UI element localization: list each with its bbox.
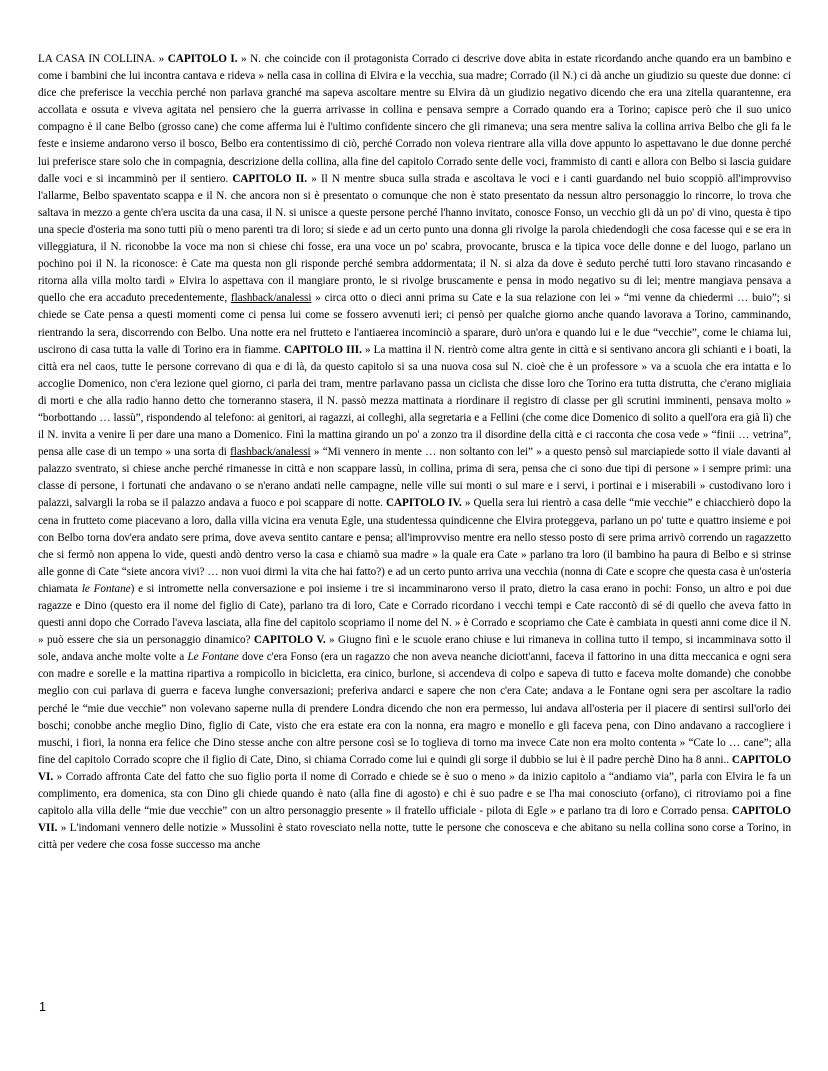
text-segment: » Giugno finì e le scuole erano chiuse e lui rimaneva in collina tutto il tempo, si incamminava sotto il sole, andava anche molte volte a — [38, 634, 791, 664]
chapter-heading: CAPITOLO V. — [253, 634, 326, 647]
chapter-heading: CAPITOLO IV. — [386, 497, 462, 510]
text-segment: le Fontane — [81, 582, 131, 595]
text-segment: flashback/analessi — [230, 292, 312, 305]
chapter-heading: CAPITOLO II. — [232, 172, 308, 185]
chapter-heading: CAPITOLO VII. — [38, 805, 791, 835]
text-segment: » N. che coincide con il protagonista Corrado ci descrive dove abita in estate ricordando anche quando era un bambino e come i bambini che lui incontra cantava e rideva » nella casa in collina di Elvira e la vecchia, sua madre; Corrado (il N.) ci dà anche un giudizio su queste due donne: ci dice che preferisce la vecchia perché non parlava granché ma sapeva ascoltare mentre su Elvira dà un giudizio negativo dicendo che era una zitella quarantenne, era accollata e ossuta e viveva agitata nel pensiero che la guerra arrivasse in collina e pensava sempre a Corrado quando era a Torino; capisce però che il suo unico compagno è il cane Belbo (grosso cane) che come afferma lui è l'ultimo confidente sincero che gli rimaneva; una sera mentre saliva la collina arriva Belbo che gli fa le feste e insieme andarono verso il bosco, Belbo era contentissimo di ciò, perché Corrado non voleva rientrare alla villa dove appunto lo aspettavano le due donne perché lui preferisce stare solo che in compagnia, descrizione della collina, alla fine del capitolo Corrado sente delle voci, frammisto di canti e allora con Belbo si lascia guidare dalle voci e si incamminò per il sentiero. — [38, 53, 791, 185]
page-number: 1 — [39, 1000, 46, 1014]
text-segment: » Corrado affronta Cate del fatto che suo figlio porta il nome di Corrado e chiede se è suo o meno » da inizio capitolo a “andiamo via”, parla con Elvira le fa un complimento, era domenica, sta con Dino gli chiede quando è nato (alla fine di agosto) e chi è suo padre e se l'ha mai conosciuto (orfano), ci ritroviamo poi a fine capitolo alla villa delle “mie due vecchie” con un altro personaggio presente » il fratello ufficiale - pilota di Egle » e parlano tra di loro e Corrado pensa. — [38, 770, 791, 818]
text-segment: LA CASA IN COLLINA. » — [38, 53, 168, 65]
text-segment: flashback/analessi — [230, 446, 311, 459]
chapter-heading: CAPITOLO I. — [167, 53, 238, 65]
chapter-heading: CAPITOLO VI. — [38, 753, 791, 783]
text-segment: Le Fontane — [187, 651, 239, 664]
text-segment: » Il N mentre sbuca sulla strada e ascoltava le voci e i canti guardando nel buio scoppiò all'improvviso l'allarme, Belbo spaventato scappa e il N. che ancora non si è presentato o comunque che non è stato presentato da nessun altro personaggio lo rincorre, lo trova che saltava in mezzo a gente ch'era uscita da una casa, il N. si unisce a queste persone perché l'hanno invitato, conosce Fonso, un vecchio gli dà un po' di vino, questa è tipo una specie d'osteria ma sono tutti più o meno parenti tra di loro; si siede e ad un certo punto una donna gli rivolge la parola chiedendogli che cosa facesse qui e se era in villeggiatura, il N. riconobbe la voce ma non si chiese chi fosse, era una voce un po' scabra, provocante, brusca e la tipica voce delle donne e del luogo, parlano un pochino poi il N. la riconosce: è Cate ma questa non gli risponde perché sembra addormentata; il N. si alza da dove è seduto perché tutti loro stavano rincasando e ritorna alla villa molto tardi » Elvira lo aspettava con il mangiare pronto, le si rivolge bruscamente e pensa in modo negativo su di lei; mentre mangiava pensava a quello che era accaduto precedentemente, — [38, 172, 791, 305]
text-segment: » Quella sera lui rientrò a casa delle “mie vecchie” e chiacchierò dopo la cena in frutteto come piacevano a loro, dalla villa vicina era venuta Egle, una studentessa quindicenne che Elvira proteggeva, parlano un po' tutte e quattro insieme e poi con Belbo torna dov'era andato sere prima, dove aveva sentito cantare e pensa; all'improvviso mentre era nello stesso posto di sere prima arrivò correndo un ragazzetto che si fermò non appena lo vide, questi andò dentro verso la casa e chiamò sua madre » la quale era Cate » parlano tra loro (il bambino ha paura di Belbo e si strinse alle gonne di Cate “siete ancora vivi? … non vuoi dirmi la vita che hai fatto?) e ad un certo punto arriva una vecchia (nonna di Cate e scopre che questa casa è un'osteria chiamata — [38, 497, 791, 595]
text-segment: » circa otto o dieci anni prima su Cate e la sua relazione con lei » “mi venne da chiedermi … buio”; si chiede se Cate pensa a questi momenti come ci pensa lui come se fossero avvenuti ieri; ci pensò per qualche giorno anche quando lavorava a Torino, camminando, rientrando la sera, discorrendo con Belbo. Una notte era nel frutteto e l'antiaerea incominciò a sparare, durò un'ora e quando lui e le due “vecchie”, come le chiama lui, uscirono di casa tutta la valle di Torino era in fiamme. — [38, 292, 792, 356]
chapter-heading: CAPITOLO III. — [283, 343, 362, 356]
document-body — [38, 51, 791, 854]
text-segment: » “Mi vennero in mente … non soltanto con lei” » a questo pensò sul marciapiede sotto il viale davanti al palazzo sventrato, si chiese anche perché rimanesse in città e non scappare lassù, in collina, prima di sera, pensa che ci sono due tipi di persone » i sempre primi: una classe di persone, i fortunati che andavano o se n'erano andati nelle campagne, nelle ville sui monti o sul mare e i servi, i portinai e i miserabili » custodivano loro i palazzi, salvargli la roba se il palazzo andava a fuoco e poi scappare di notte. — [38, 446, 791, 510]
text-segment: dove c'era Fonso (era un ragazzo che non aveva neanche diciott'anni, faceva il fattorino in una ditta meccanica e ogni sera con madre e sorelle e la mattina ripartiva a rompicollo in bicicletta, era cinico, burlone, si accendeva di colpo e sapeva di tutto e faceva molte domande) che conobbe meglio con cui parlava di guerra e faceva lunghe conversazioni; preferiva andarci e sapere che non c'era Cate; andava a le Fontane ogni sera per ascoltare la radio perché le “mie due vecchie” non volevano saperne nulla di prendere Londra dicendo che non era permesso, lui andava all'osteria per il piacere di sentirsi sull'orlo dei boschi; conobbe anche meglio Dino, figlio di Cate, visto che era estate era con la nonna, era magro e monello e gli faceva pena, con Dino andavano a raccogliere i muschi, i fiori, la nonna era felice che Dino stesse anche con altre persone così se lo toglieva di torno ma invece Cate non era molto contenta » “Cate lo … cane”; alla fine del capitolo Corrado scopre che il figlio di Cate, Dino, si chiama Corrado come lui e quindi gli sorge il dubbio se lui è il padre perchè Dino ha 8 anni.. — [38, 651, 791, 766]
text-segment: » L'indomani vennero delle notizie » Mussolini è stato rovesciato nella notte, tutte le persone che conosceva e che abitano su nella collina sono corse a Torino, in città per vedere che cosa fosse successo ma anche — [38, 822, 791, 852]
text-segment: » La mattina il N. rientrò come altra gente in città e si sentivano ancora gli schianti e i boati, la città era nel caos, tutte le persone correvano di qua e di là, da questo capitolo si sa una nuova cosa sul N. cioè che è un professore » va a scuola che era intatta e lo accoglie Domenico, non c'era lezione quel giorno, ci parla dei tram, mentre parlavano passa un ciclista che disse loro che Torino era tutta distrutta, che c'erano migliaia di morti e che alla radio hanno detto che torneranno stasera, il N. passò mezza mattinata a riordinare il registro di classe per gli scrutini imminenti, pensava molto » “borbottando … lassù”, rispondendo al telefono: ai genitori, ai ragazzi, ai colleghi, alla segretaria e a Fellini (che come dice Domenico di solito a quell'ora era già lì) che il N. invita a venire lì per dare una mano a Domenico. Finì la mattina girando un po' a zonzo tra il disordine della città e ci racconta che cosa vede » “finii … vetrina”, pensa alle case di un tempo » una sorta di — [38, 343, 791, 459]
text-segment: ) e si intromette nella conversazione e poi insieme i tre si incamminarono verso il prato, dietro la casa erano in pochi: Fonso, un altro e poi due ragazze e Dino (questo era il nome del figlio di Cate), parlano tra di loro, Cate e Corrado ricordano i vecchi tempi e Cate raccontò di sé di quello che aveva fatto in questi anni dopo che Corrado l'aveva lasciata, alla fine del capitolo scopriamo il nome del N. » è Corrado e scopriamo che Cate è cambiata in questi anni come dice il N. » può essere che sia un personaggio dinamico? — [38, 582, 792, 647]
